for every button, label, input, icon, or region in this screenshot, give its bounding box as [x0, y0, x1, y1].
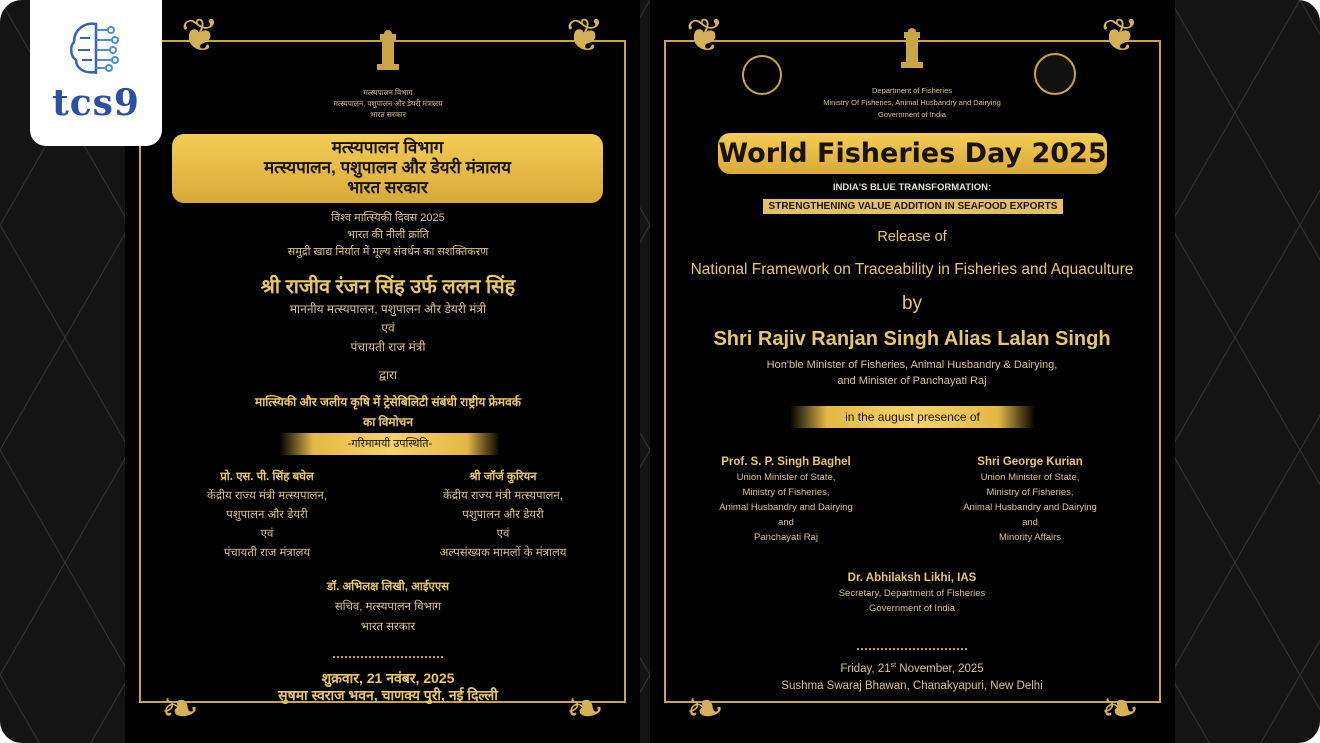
event-venue: Sushma Swaraj Bhawan, Chanakyapuri, New Delhi — [781, 680, 1043, 692]
hindi-invitation-card — [125, 0, 640, 743]
release-line: का विमोचन — [362, 415, 413, 429]
english-invitation-card — [650, 0, 1175, 743]
guest-title-line: केंद्रीय राज्य मंत्री मत्स्यपालन, — [207, 490, 327, 502]
chief-title-line: and Minister of Panchayati Raj — [837, 375, 987, 387]
guest-title-line: Union Minister of State, — [736, 472, 836, 483]
divider — [333, 656, 443, 658]
theme-line: भारत की नीली क्रांति — [347, 229, 429, 241]
national-emblem-icon — [371, 30, 405, 76]
guest-title-line: Panchayati Raj — [754, 532, 818, 543]
ornament-icon: ❧ — [685, 681, 725, 735]
secretary-line: Government of India — [868, 603, 956, 614]
ornament-icon: ❧ — [160, 681, 200, 735]
brain-circuit-icon — [66, 18, 128, 80]
release-of-text: Release of — [877, 229, 947, 245]
guest-title-line: and — [778, 517, 794, 528]
header-line: मत्स्यपालन विभाग — [363, 88, 413, 97]
by-text: द्वारा — [378, 368, 398, 382]
guest-name: श्री जॉर्ज कुरियन — [469, 471, 537, 483]
guest-title-line: अल्पसंख्यक मामलों के मंत्रालय — [439, 547, 567, 559]
event-date: शुक्रवार, 21 नवंबर, 2025 — [321, 670, 455, 686]
by-text: by — [901, 293, 923, 314]
guest-title-line: पशुपालन और डेयरी — [462, 509, 544, 521]
release-line: मात्स्यिकी और जलीय कृषि में ट्रेसेबिलिटी संबंधी राष्ट्रीय फ्रेमवर्क — [255, 395, 521, 409]
department-seal-logo — [1034, 53, 1076, 95]
guest-name: Shri George Kurian — [977, 456, 1083, 468]
banner-line: मत्स्यपालन विभाग — [331, 138, 444, 157]
ornament-icon: ❧ — [1100, 681, 1140, 735]
theme-line: समुद्री खाद्य निर्यात में मूल्य संवर्धन का सशक्तिकरण — [287, 246, 489, 258]
tcs9-logo — [30, 0, 162, 146]
guest-name: Prof. S. P. Singh Baghel — [721, 456, 851, 468]
header-line: Department of Fisheries — [871, 86, 953, 95]
guest-title-line: केंद्रीय राज्य मंत्री मत्स्यपालन, — [443, 490, 563, 502]
date-day: Friday, 21 — [840, 662, 891, 675]
ornament-icon: ❦ — [685, 8, 725, 62]
secretary-line: Secretary, Department of Fisheries — [838, 588, 986, 599]
theme-banner: STRENGTHENING VALUE ADDITION IN SEAFOOD EXPORTS — [763, 199, 1063, 214]
ornament-icon: ❦ — [565, 8, 605, 62]
chief-guest-name: Shri Rajiv Ranjan Singh Alias Lalan Singh — [713, 328, 1111, 350]
date-month-year: November, 2025 — [896, 662, 984, 675]
department-banner — [172, 134, 603, 203]
guest-title-line: एवं — [496, 528, 510, 540]
guest-title-line: Animal Husbandry and Dairying — [719, 502, 853, 513]
framework-title: National Framework on Traceability in Fisheries and Aquaculture — [690, 261, 1134, 278]
secretary-line: सचिव, मत्स्यपालन विभाग — [334, 601, 442, 613]
presence-banner: in the august presence of — [790, 406, 1035, 428]
guest-title-line: एवं — [260, 528, 274, 540]
event-venue: सुषमा स्वराज भवन, चाणक्य पुरी, नई दिल्ली — [278, 687, 498, 703]
guest-title-line: Union Minister of State, — [980, 472, 1080, 483]
world-fisheries-day-logo — [742, 55, 782, 95]
guest-title-line: and — [1022, 517, 1038, 528]
guest-title-line: पंचायती राज मंत्रालय — [223, 547, 311, 559]
secretary-name: डॉ. अभिलक्ष लिखी, आईएएस — [326, 581, 450, 593]
logo-wordmark: tcs9 — [52, 82, 140, 124]
national-emblem-icon — [895, 28, 929, 74]
banner-line: भारत सरकार — [347, 178, 428, 197]
guest-title-line: Minority Affairs — [998, 532, 1062, 543]
presence-banner: -गरिमामयी उपस्थिति- — [280, 433, 500, 455]
divider — [857, 648, 967, 650]
event-date — [840, 662, 983, 675]
guest-title-line: पशुपालन और डेयरी — [226, 509, 308, 521]
theme-line: विश्व मात्स्यिकी दिवस 2025 — [331, 212, 445, 224]
chief-title-line: एवं — [381, 321, 395, 335]
ornament-icon: ❦ — [180, 8, 220, 62]
ornament-icon: ❦ — [1100, 8, 1140, 62]
chief-guest-name: श्री राजीव रंजन सिंह उर्फ ललन सिंह — [260, 276, 516, 298]
chief-title-line: Hon'ble Minister of Fisheries, Animal Husbandry & Dairying, — [766, 359, 1058, 371]
subtitle: INDIA'S BLUE TRANSFORMATION: — [832, 182, 992, 193]
secretary-line: भारत सरकार — [360, 621, 416, 633]
header-line: Government of India — [878, 110, 946, 119]
guest-title-line: Animal Husbandry and Dairying — [963, 502, 1097, 513]
chief-title-line: माननीय मत्स्यपालन, पशुपालन और डेयरी मंत्री — [289, 302, 487, 316]
chief-title-line: पंचायती राज मंत्री — [350, 340, 426, 354]
guest-title-line: Ministry of Fisheries, — [986, 487, 1074, 498]
date-suffix: st — [890, 662, 897, 669]
guest-name: प्रो. एस. पी. सिंह बघेल — [220, 471, 314, 483]
banner-line: मत्स्यपालन, पशुपालन और डेयरी मंत्रालय — [264, 158, 511, 177]
event-title: World Fisheries Day 2025 — [718, 133, 1107, 174]
header-line: मत्स्यपालन, पशुपालन और डेयरी मंत्रालय — [333, 99, 443, 108]
header-line: Ministry Of Fisheries, Animal Husbandry and Dairying — [823, 98, 1001, 107]
secretary-name: Dr. Abhilaksh Likhi, IAS — [847, 572, 977, 584]
header-line: भारत सरकार — [370, 110, 406, 119]
ornament-icon: ❧ — [565, 681, 605, 735]
guest-title-line: Ministry of Fisheries, — [742, 487, 830, 498]
